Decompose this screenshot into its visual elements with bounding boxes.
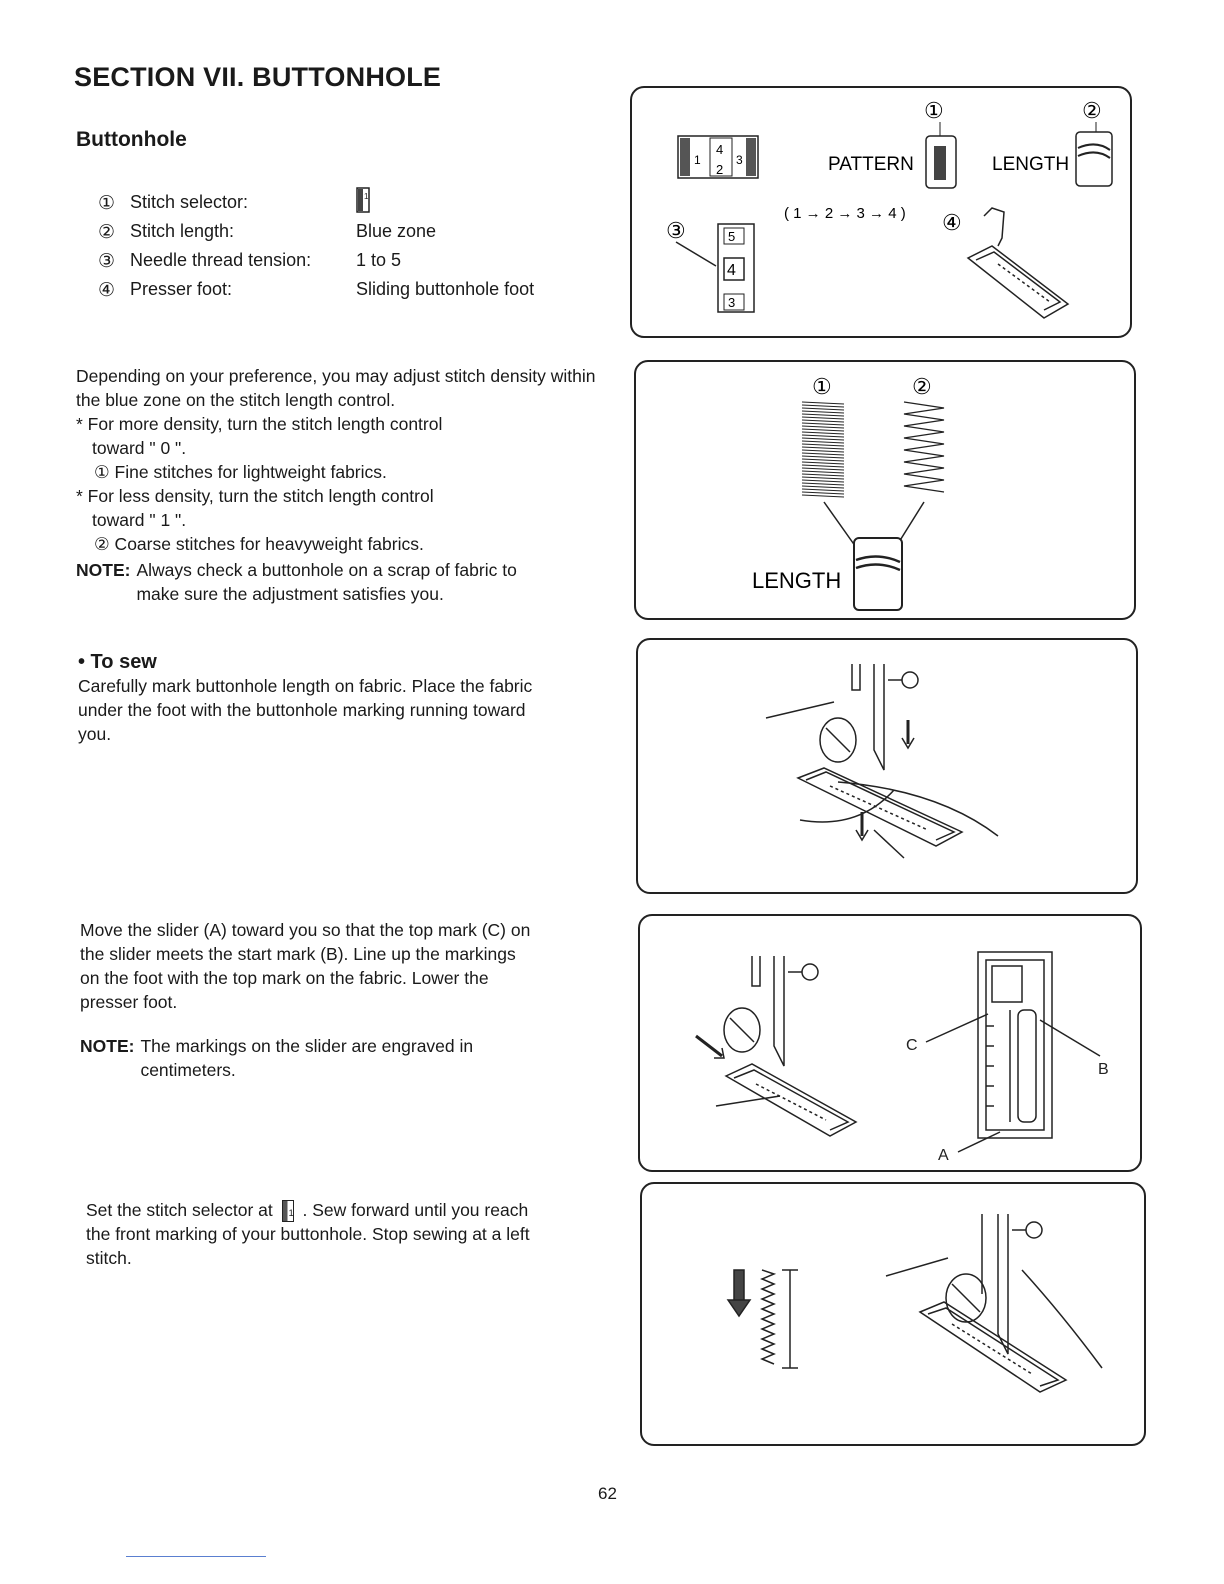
slider-alignment-panel <box>638 914 1142 1172</box>
section-title: SECTION VII. BUTTONHOLE <box>74 62 442 92</box>
note-label: NOTE: <box>76 560 131 580</box>
to-sew-text: Carefully mark buttonhole length on fabric. Place the fabric under the foot with the buttonhole marking running toward you. <box>78 676 533 744</box>
settings-diagram-panel <box>630 86 1132 338</box>
callout-1: ① <box>812 374 832 399</box>
tension-4: 4 <box>727 262 736 279</box>
length-knob-icon <box>854 538 902 610</box>
sew-forward-before: Set the stitch selector at <box>86 1200 273 1220</box>
setting-stitch-length <box>98 217 598 246</box>
note-label: NOTE: <box>80 1036 135 1056</box>
selector-1-icon: 1 <box>282 1200 294 1222</box>
density-less-line1: * For less density, turn the stitch length control <box>76 486 434 506</box>
setting-number: ③ <box>98 249 116 272</box>
density-coarse: ② Coarse stitches for heavyweight fabrics. <box>94 534 424 554</box>
callout-1: ① <box>924 98 944 123</box>
setting-value: Blue zone <box>356 221 437 241</box>
svg-text:1: 1 <box>364 192 369 201</box>
down-arrow-icon <box>902 720 914 748</box>
slider-section <box>80 918 540 1082</box>
slider-note <box>80 1034 540 1082</box>
coarse-stitches-icon <box>904 402 944 492</box>
tension-3: 3 <box>728 295 736 310</box>
density-more-toward: toward " 0 ". <box>92 438 187 458</box>
dial-label-2: 2 <box>716 162 724 177</box>
sew-forward-section <box>86 1198 546 1270</box>
density-intro: Depending on your preference, you may adjust stitch density within the blue zone on the stitch length control. <box>76 366 596 410</box>
dial-label-1: 1 <box>694 153 701 167</box>
pattern-knob-icon <box>926 122 956 188</box>
setting-value: 1 to 5 <box>356 250 402 270</box>
callout-2: ② <box>1082 98 1102 123</box>
pattern-dial-icon <box>678 136 758 178</box>
callout-2: ② <box>912 374 932 399</box>
setting-number: ④ <box>98 278 116 301</box>
setting-presser-foot <box>98 275 598 304</box>
sew-forward-diagram <box>642 1184 1144 1444</box>
setting-label: Stitch length: <box>130 221 235 241</box>
density-diagram <box>636 362 1134 618</box>
fine-stitches-icon <box>802 402 844 497</box>
slider-alignment-diagram <box>640 916 1140 1170</box>
fabric-placement-diagram <box>638 640 1136 892</box>
label-a: A <box>938 1147 949 1164</box>
tension-5: 5 <box>728 229 736 244</box>
presser-foot-icon <box>920 1214 1066 1392</box>
setting-value: Sliding buttonhole foot <box>356 279 535 299</box>
note-text: Always check a buttonhole on a scrap of fabric to make sure the adjustment satisfies you. <box>136 560 517 604</box>
density-fine: ① Fine stitches for lightweight fabrics. <box>94 462 387 482</box>
sew-forward-after: . Sew forward until you reach the front marking of your buttonhole. Stop sewing at a left stitch. <box>86 1200 530 1269</box>
sew-forward-text <box>86 1198 546 1270</box>
setting-label: Needle thread tension: <box>130 250 312 270</box>
sew-forward-panel <box>640 1182 1146 1446</box>
length-knob-icon <box>1076 122 1112 186</box>
label-c: C <box>906 1037 918 1054</box>
bottom-rule <box>126 1556 266 1557</box>
down-arrow-icon <box>728 1270 750 1316</box>
label-b: B <box>1098 1061 1109 1078</box>
note-text: The markings on the slider are engraved in centimeters. <box>140 1036 474 1080</box>
pattern-sequence: ( 1 → 2 → 3 → 4 ) <box>784 205 906 222</box>
length-label: LENGTH <box>992 154 1070 175</box>
buttonhole-stitch-icon <box>762 1270 798 1368</box>
setting-number: ② <box>98 220 116 243</box>
setting-tension <box>98 246 598 275</box>
subtitle: Buttonhole <box>76 128 187 151</box>
presser-foot-icon <box>968 208 1068 318</box>
density-note <box>76 558 611 606</box>
setting-stitch-selector <box>98 188 598 217</box>
density-section <box>76 364 611 606</box>
density-more-line1: * For more density, turn the stitch length control <box>76 414 443 434</box>
setting-number: ① <box>98 191 116 214</box>
dial-label-3: 3 <box>736 153 743 167</box>
setting-label: Stitch selector: <box>130 192 249 212</box>
tension-dial-icon <box>676 224 754 312</box>
pattern-label: PATTERN <box>828 154 914 175</box>
presser-foot-icon <box>798 664 962 846</box>
settings-diagram <box>632 88 1130 336</box>
settings-list <box>98 188 598 304</box>
selector-1-icon <box>356 187 370 218</box>
to-sew-heading: • To sew <box>78 651 157 673</box>
slider-top-view-icon <box>978 952 1052 1138</box>
density-less <box>76 484 611 508</box>
density-less-toward: toward " 1 ". <box>92 510 187 530</box>
dial-label-4: 4 <box>716 142 724 157</box>
density-diagram-panel <box>634 360 1136 620</box>
density-more <box>76 412 611 436</box>
arrow-icon <box>696 1036 724 1058</box>
setting-label: Presser foot: <box>130 279 233 299</box>
slider-text: Move the slider (A) toward you so that the top mark (C) on the slider meets the start mark (B). Line up the markings on the foot with the top mark on the fabric. Lower the presser foot. <box>80 920 531 1012</box>
length-label: LENGTH <box>752 568 842 593</box>
fabric-placement-panel <box>636 638 1138 894</box>
callout-4: ④ <box>942 210 962 235</box>
callout-3: ③ <box>666 218 686 243</box>
presser-foot-icon <box>724 956 856 1136</box>
page-number: 62 <box>598 1484 617 1503</box>
to-sew-section <box>78 650 538 746</box>
